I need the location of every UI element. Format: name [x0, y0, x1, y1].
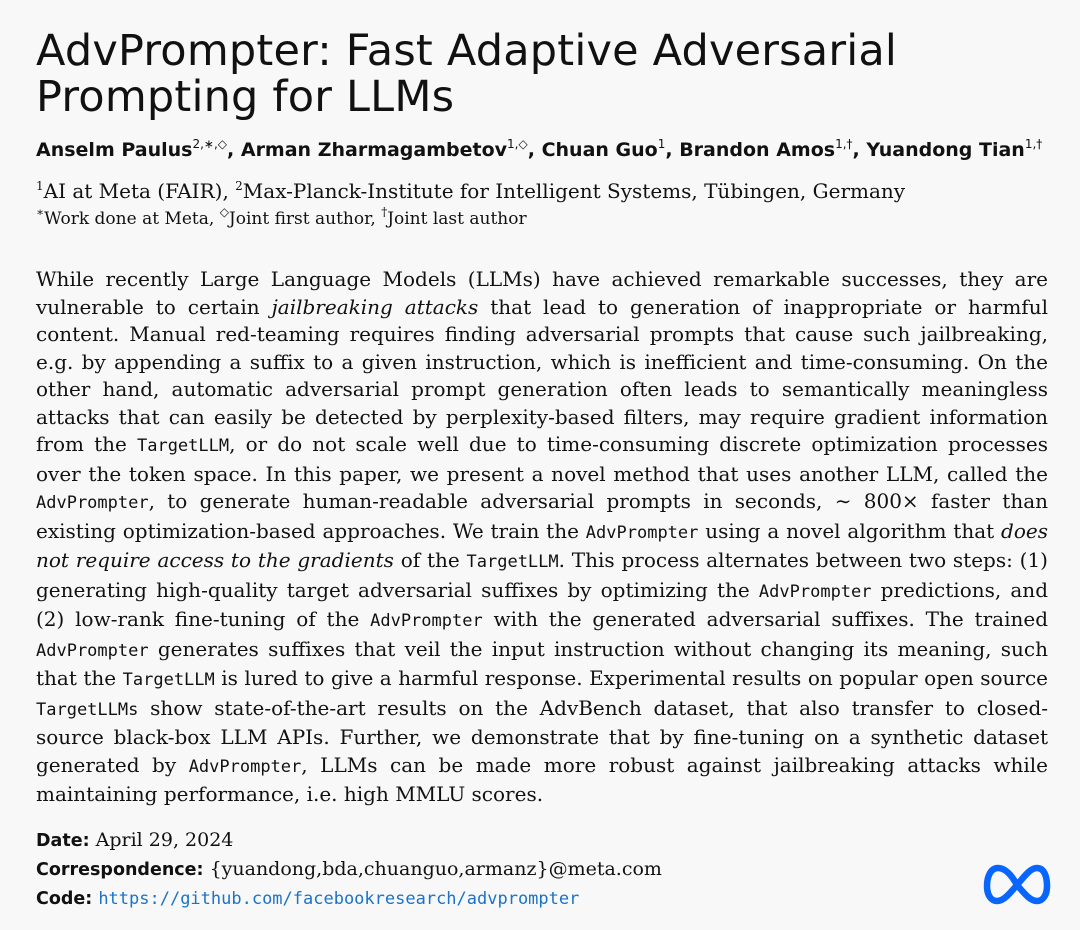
date-line — [36, 826, 662, 855]
note-text: Joint last author — [387, 209, 527, 229]
correspondence-label: Correspondence: — [36, 860, 204, 880]
note-mark: ∗ — [36, 205, 45, 219]
abstract-code: TargetLLMs — [36, 699, 139, 720]
abstract-text: While recently Large Language Models (LLMs) have achieved remarkable successes, they are vulnerable to certain — [36, 267, 1048, 319]
abstract-code: AdvPrompter — [36, 640, 149, 661]
abstract-code: TargetLLM — [466, 552, 559, 572]
abstract-code: AdvPrompter — [585, 522, 699, 543]
author-marks: 1,† — [835, 137, 853, 151]
author-name: Arman Zharmagambetov — [240, 139, 508, 161]
correspondence-line — [36, 855, 662, 884]
abstract-text: generates suffixes that veil the input instruction without changing its meaning, such that the — [36, 636, 1048, 690]
date-label: Date: — [36, 831, 90, 851]
abstract-code: AdvPrompter — [36, 493, 149, 513]
note-text: Work done at Meta, — [44, 209, 220, 229]
abstract-text: , or do not scale well due to time-consuming discrete optimization processes over the token space. In this paper, we present a novel method that uses another LLM, called the — [36, 432, 1049, 486]
abstract-emphasis: jailbreaking attacks — [271, 294, 479, 319]
abstract-text: of the — [393, 548, 467, 572]
author-name: Chuan Guo — [541, 139, 658, 161]
code-line — [36, 884, 662, 913]
code-link[interactable]: https://github.com/facebookresearch/advprompter — [98, 889, 580, 909]
meta-logo-icon — [982, 860, 1052, 910]
abstract-code: AdvPrompter — [188, 756, 302, 777]
author-marks: 2,∗,◇ — [192, 137, 228, 151]
abstract-emphasis: does not require access to the gradients — [36, 518, 1048, 572]
abstract-code: AdvPrompter — [758, 581, 872, 602]
author-marks: 1,◇ — [507, 137, 528, 151]
abstract-text: . This process alternates between two steps: (1) generating high-quality target adversarial suffixes by optimizing the — [36, 548, 1048, 602]
abstract-text: using a novel algorithm that — [698, 518, 1002, 543]
paper-title — [36, 28, 1046, 120]
abstract-code: TargetLLM — [122, 670, 215, 690]
abstract-text: predictions, and (2) low-rank fine-tuning of the — [36, 577, 1048, 631]
correspondence-emails: {yuandong,bda,chuanguo,armanz}@meta.com — [209, 858, 662, 880]
note-mark: ◇ — [219, 205, 229, 219]
author-name: Yuandong Tian — [866, 139, 1025, 161]
author-list: Anselm Paulus$^{2,∗,◇}$, Arman Zharmagambetov$^{1,◇}$, Chuan Guo$^1$, Brandon Amos$^{1,\dagger}$, Yuandong Tian$^{1,\dagger}$ — [36, 137, 1043, 161]
title-line-1: AdvPrompter: Fast Adaptive Adversarial — [36, 26, 898, 76]
abstract-code: AdvPrompter — [370, 611, 483, 631]
abstract-text: , LLMs can be made more robust against jailbreaking attacks while maintaining performance, i.e. high MMLU scores. — [36, 752, 1048, 806]
abstract-text: show state-of-the-art results on the AdvBench dataset, that also transfer to closed-source black-box LLM APIs. Further, we demonstrate that by fine-tuning on a synthetic dataset generated by — [36, 695, 1048, 777]
note-mark: † — [381, 205, 388, 219]
author-marks: 1 — [657, 137, 666, 151]
affiliation-text: Max-Planck-Institute for Intelligent Systems, Tübingen, Germany — [242, 179, 906, 203]
code-label: Code: — [36, 889, 93, 909]
affiliation-text: AI at Meta (FAIR), — [43, 179, 236, 203]
note-text: Joint first author, — [228, 209, 382, 229]
abstract-text: that lead to generation of inappropriate or harmful content. Manual red-teaming requires finding adversarial prompts that cause such jailbreaking, e.g. by appending a suffix to a given instruction, which is inefficient and time-consuming. On the other hand, automatic adversarial prompt generation often leads to semantically meaningless attacks that can easily be detected by perplexity-based filters, may require gradient information from the — [36, 294, 1048, 456]
affiliation-mark: 2 — [235, 179, 243, 193]
author-name: Brandon Amos — [679, 139, 836, 161]
abstract — [36, 266, 1048, 809]
author-marks: 1,† — [1024, 137, 1043, 151]
abstract-text: with the generated adversarial suffixes. The trained — [482, 607, 1048, 631]
date-value: April 29, 2024 — [95, 829, 234, 851]
affiliations — [36, 177, 905, 205]
author-notes — [36, 206, 527, 232]
paper-metadata — [36, 826, 662, 913]
title-line-2: Prompting for LLMs — [36, 72, 455, 122]
affiliation-mark: 1 — [36, 179, 44, 193]
abstract-text: , to generate human-readable adversarial prompts in seconds, ∼ 800× faster than existing optimization-based approaches. We train the — [36, 489, 1048, 543]
author-name: Anselm Paulus — [36, 139, 193, 161]
abstract-text: is lured to give a harmful response. Experimental results on popular open source — [214, 666, 1048, 690]
abstract-code: TargetLLM — [136, 436, 230, 456]
